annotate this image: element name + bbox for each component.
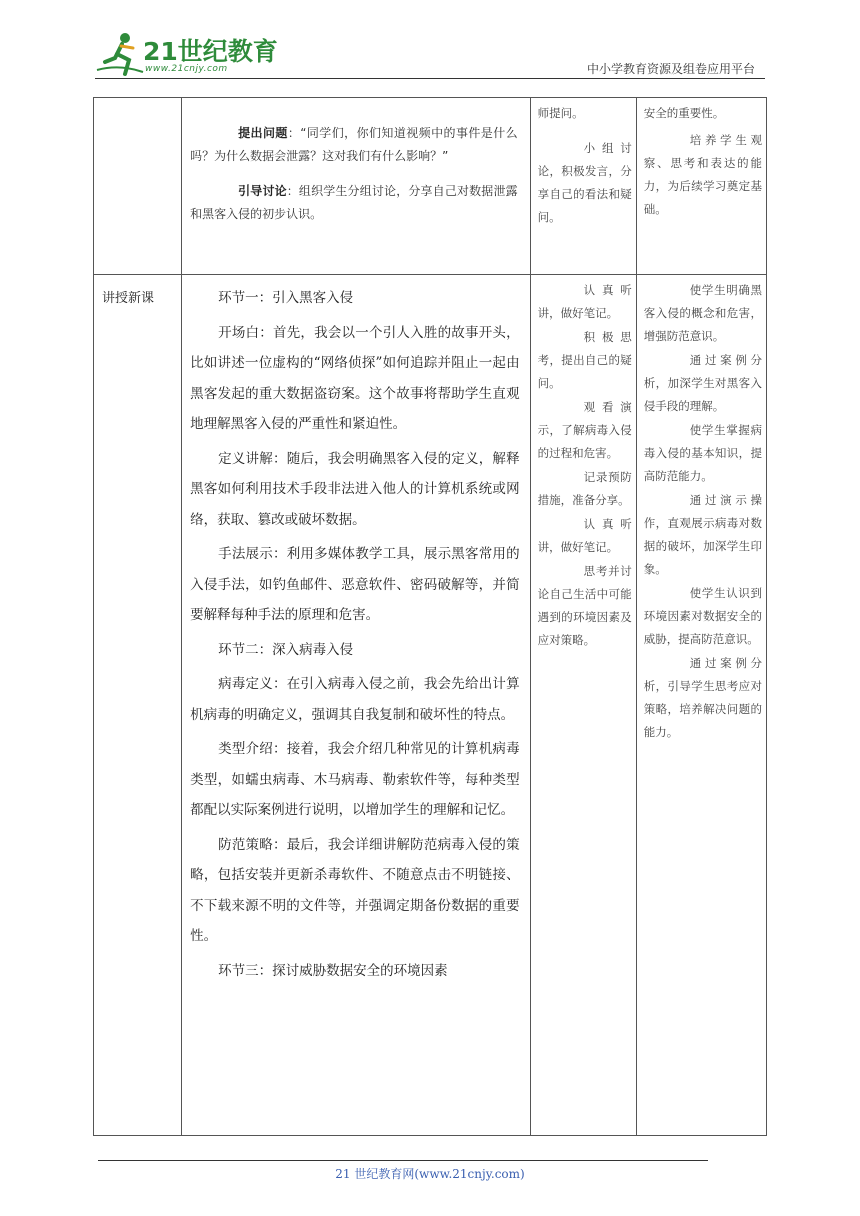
site-logo[interactable] [95, 28, 278, 80]
student-activity-item: 思考并讨论自己生活中可能遇到的环境因素及应对策略。 [537, 564, 632, 647]
design-purpose-item: 通过案例分析，加深学生对黑客入侵手段的理解。 [643, 353, 762, 413]
page-header [0, 0, 860, 90]
intro-label: 引导讨论 [238, 184, 287, 198]
design-purpose-item: 使学生明确黑客入侵的概念和危害，增强防范意识。 [643, 283, 762, 343]
footer-divider [98, 1160, 708, 1161]
design-purpose-item: 使学生掌握病毒入侵的基本知识，提高防范能力。 [643, 423, 762, 483]
intro-text: ：“同学们，你们知道视频中的事件是什么吗？为什么数据会泄露？这对我们有什么影响？” [190, 126, 518, 163]
design-purpose-item: 使学生认识到环境因素对数据安全的威胁，提高防范意识。 [643, 586, 762, 646]
design-purpose-item: 培养学生观察、思考和表达的能力，为后续学习奠定基础。 [643, 133, 762, 216]
logo-text: 21世纪教育 [143, 37, 278, 66]
content-paragraph: 开场白：首先，我会以一个引人入胜的故事开头，比如讲述一位虚构的“网络侦探”如何追踪并阻止一起由黑客发起的重大数据盗窃案。这个故事将帮助学生直观地理解黑客入侵的严重性和紧迫性。 [190, 324, 520, 432]
intro-label: 提出问题 [238, 126, 288, 140]
content-paragraph: 定义讲解：随后，我会明确黑客入侵的定义，解释黑客如何利用技术手段非法进入他人的计算机系统或网络，获取、篡改或破坏数据。 [190, 450, 520, 528]
platform-name: 中小学教育资源及组卷应用平台 [586, 62, 755, 76]
content-paragraph: 环节三：探讨威胁数据安全的环境因素 [218, 962, 448, 979]
content-paragraph: 类型介绍：接着，我会介绍几种常见的计算机病毒类型，如蠕虫病毒、木马病毒、勒索软件等，每种类型都配以实际案例进行说明，以增加学生的理解和记忆。 [190, 741, 520, 818]
intro-text: ：组织学生分组讨论，分享自己对数据泄露和黑客入侵的初步认识。 [190, 184, 518, 221]
teacher-activity-cell [182, 275, 531, 1136]
student-activity-item: 记录预防措施，准备分享。 [537, 470, 632, 507]
design-purpose-item: 通过演示操作，直观展示病毒对数据的破坏，加深学生印象。 [643, 493, 762, 576]
stage-label: 讲授新课 [94, 275, 182, 1136]
student-activity-item: 认真听讲，做好笔记。 [537, 517, 632, 554]
content-paragraph: 环节一：引入黑客入侵 [218, 290, 354, 306]
lesson-table [93, 97, 767, 1136]
student-activity-item: 观看演示，了解病毒入侵的过程和危害。 [537, 400, 632, 460]
content-paragraph: 防范策略：最后，我会详细讲解防范病毒入侵的策略，包括安装并更新杀毒软件、不随意点击不明链接、不下载来源不明的文件等，并强调定期备份数据的重要性。 [190, 836, 520, 944]
stage-cell-empty [94, 98, 182, 275]
teacher-activity-cell [182, 98, 531, 275]
intro-paragraph [190, 122, 518, 168]
intro-paragraph [190, 180, 518, 226]
logo-url: www.21cnjy.com [145, 64, 228, 74]
student-activity-item: 认真听讲，做好笔记。 [537, 283, 632, 320]
running-figure-icon [95, 30, 145, 78]
design-purpose-item: 通过案例分析，引导学生思考应对策略，培养解决问题的能力。 [643, 656, 762, 739]
student-activity-item: 积极思考，提出自己的疑问。 [537, 330, 632, 390]
footer-link[interactable]: 21 世纪教育网(www.21cnjy.com) [335, 1167, 525, 1181]
design-purpose-item: 安全的重要性。 [643, 106, 725, 120]
student-activity-cell [530, 275, 636, 1136]
content-paragraph: 手法展示：利用多媒体教学工具，展示黑客常用的入侵手法，如钓鱼邮件、恶意软件、密码破解等，并简要解释每种手法的原理和危害。 [190, 546, 520, 623]
content-paragraph: 环节二：深入病毒入侵 [218, 641, 354, 658]
student-activity-item: 小组讨论，积极发言，分享自己的看法和疑问。 [537, 141, 632, 224]
student-activity-cell [530, 98, 636, 275]
design-purpose-cell [636, 98, 766, 275]
lesson-table-wrapper [93, 97, 767, 1136]
design-purpose-cell [636, 275, 766, 1136]
student-activity-item: 师提问。 [537, 106, 584, 120]
table-row [94, 275, 767, 1136]
table-row [94, 98, 767, 275]
header-divider [95, 78, 765, 79]
content-paragraph: 病毒定义：在引入病毒入侵之前，我会先给出计算机病毒的明确定义，强调其自我复制和破坏性的特点。 [190, 676, 520, 723]
